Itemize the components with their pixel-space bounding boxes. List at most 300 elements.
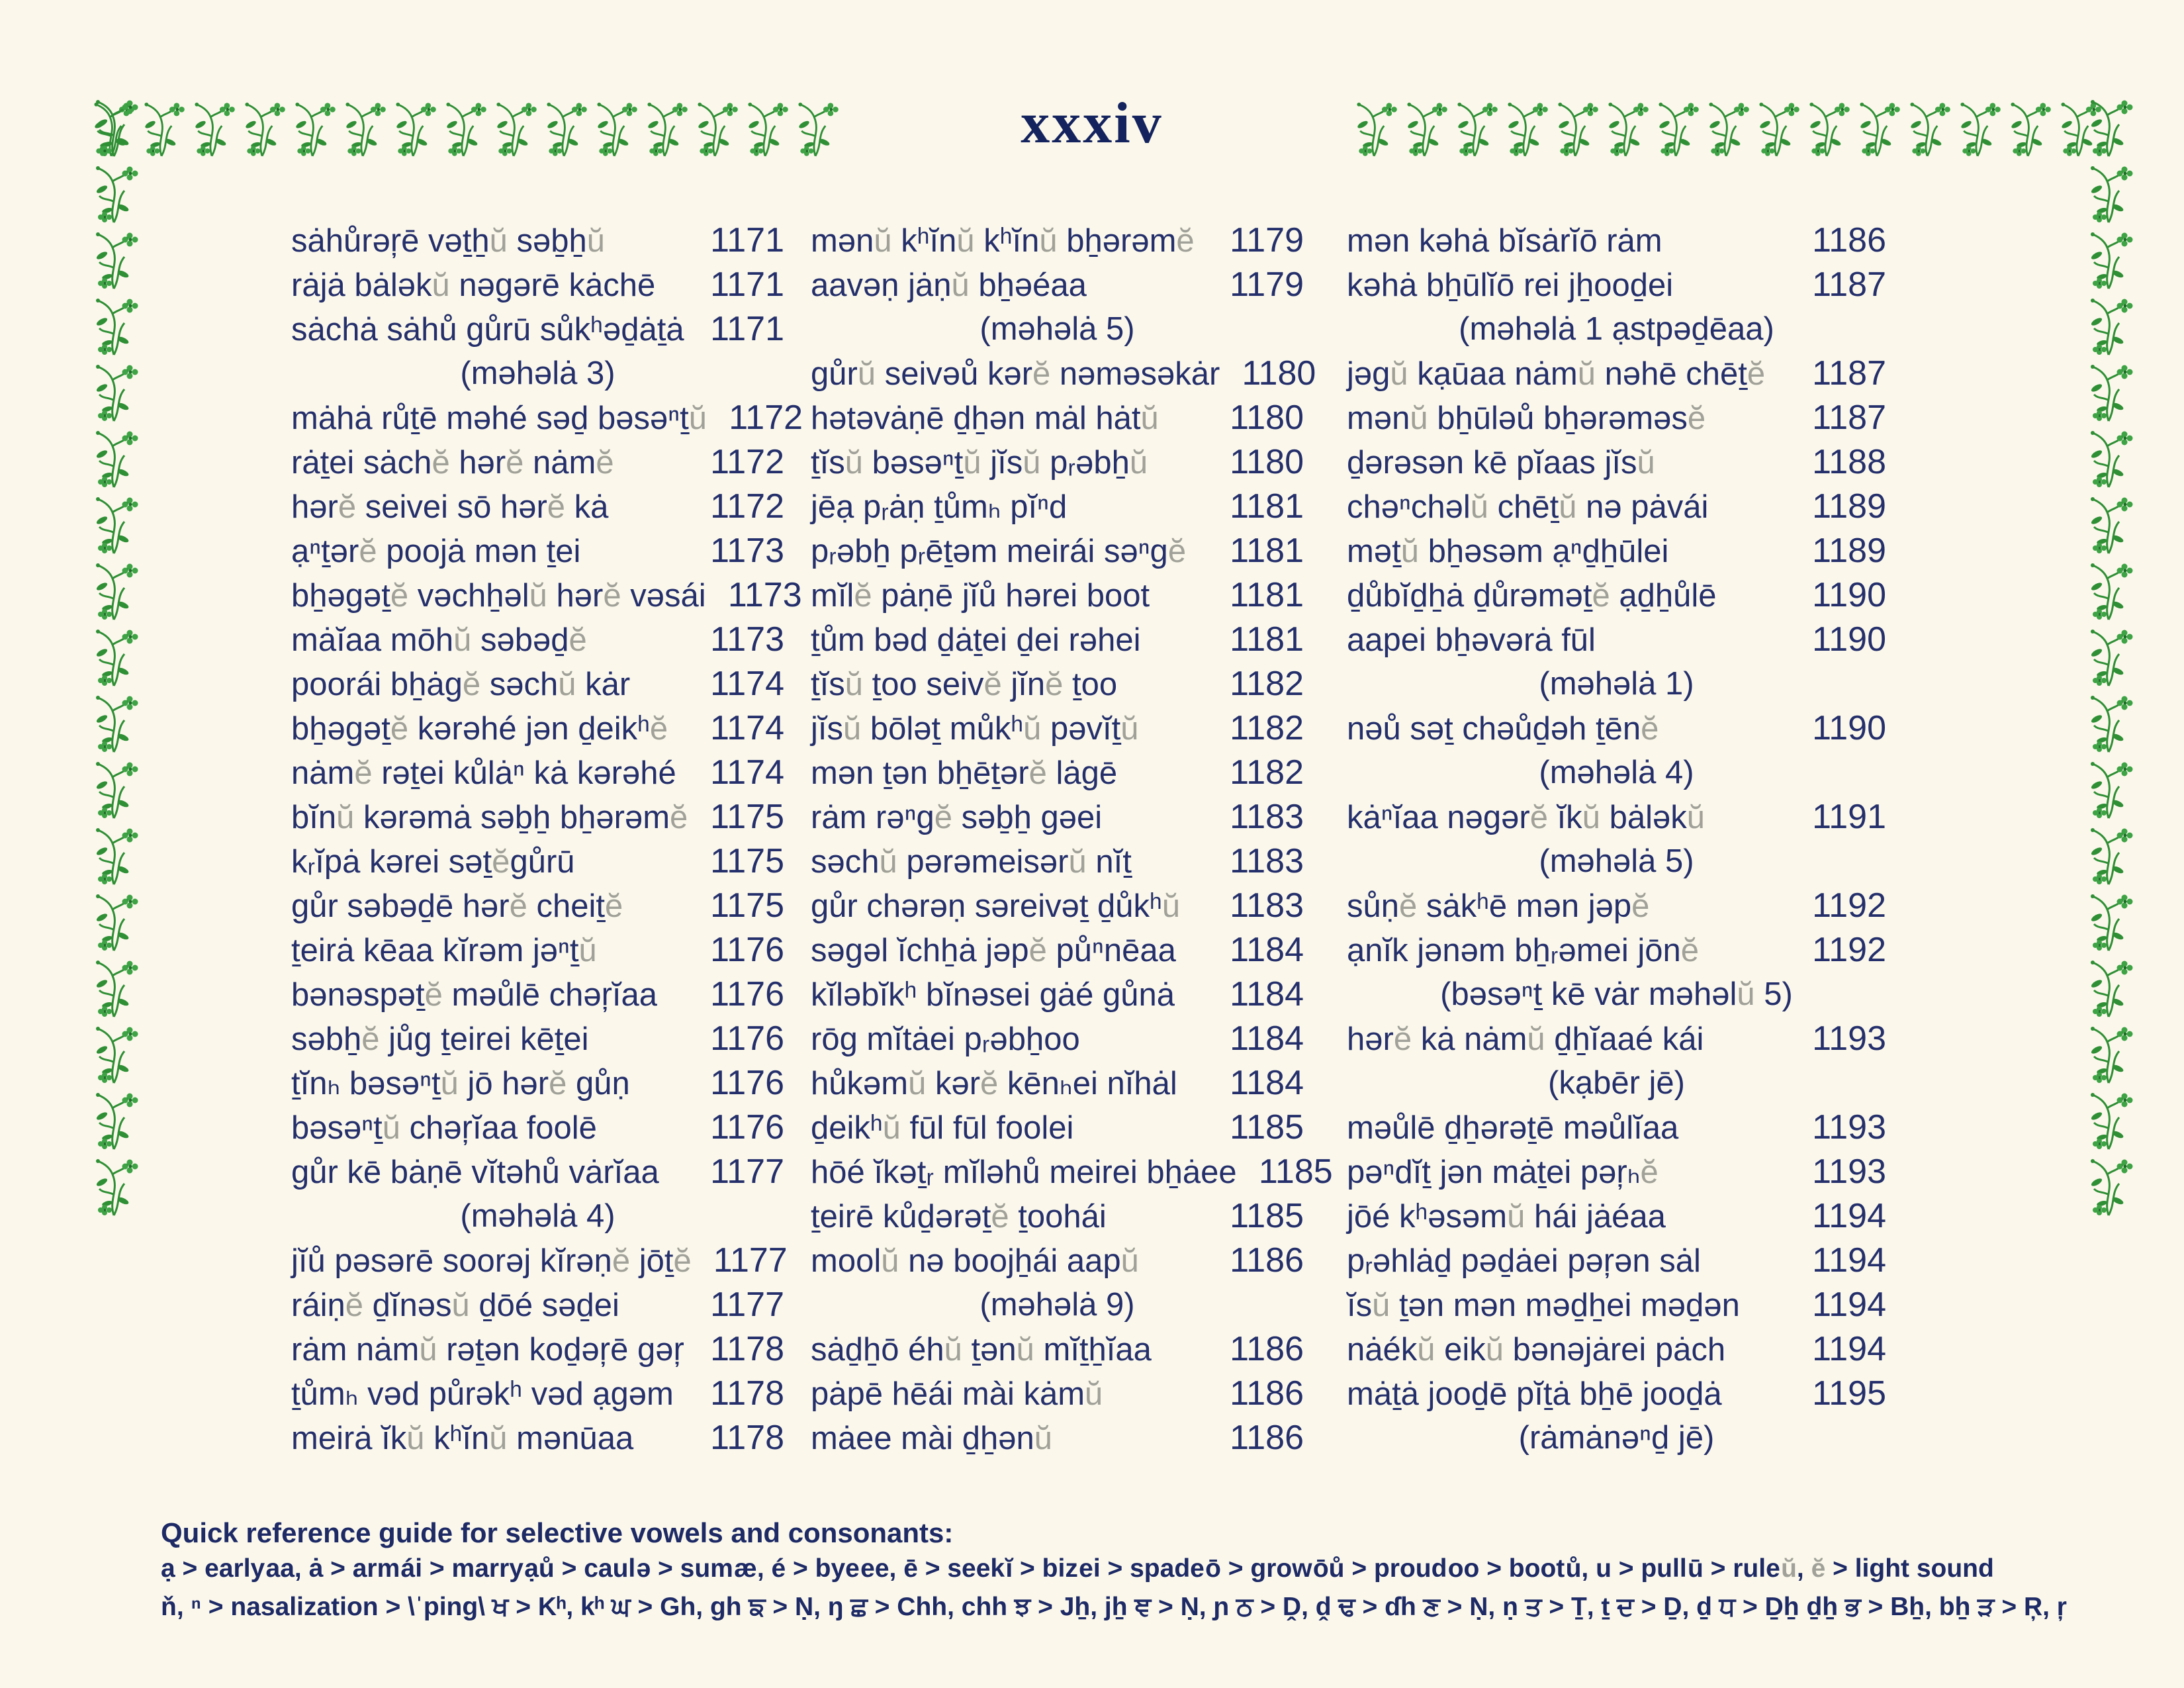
index-entry <box>811 662 1304 706</box>
entry-title: bĭnŭ kərəmȧ səḇẖ bẖərəmĕ <box>291 800 688 835</box>
section-header <box>1347 1416 1886 1460</box>
section-header-label: (məhəlȧ 1 ạstpəḏēaa) <box>1459 311 1774 347</box>
index-entry <box>291 263 784 307</box>
floral-sprig-icon <box>87 1086 143 1152</box>
light-sound-letter: ŭ <box>440 1066 459 1102</box>
index-entry <box>1347 795 1886 839</box>
entry-page-number: 1177 <box>710 1152 784 1191</box>
index-entry <box>1347 440 1886 485</box>
index-entry <box>291 706 784 751</box>
floral-sprig-icon <box>1551 93 1602 162</box>
entry-page-number: 1184 <box>1230 1019 1304 1058</box>
light-sound-letter: ŭ <box>951 267 970 303</box>
light-sound-letter: ŭ <box>1120 1243 1139 1279</box>
index-entry <box>291 1105 784 1150</box>
entry-title: kĭləbĭkʰ bĭnəsei gȧé gůnȧ <box>811 977 1175 1013</box>
entry-title: jōé kʰəsəmŭ hái jȧéaa <box>1347 1199 1666 1235</box>
entry-page-number: 1177 <box>710 1286 784 1324</box>
entry-page-number: 1179 <box>1230 265 1304 304</box>
index-column-1 <box>291 218 803 1460</box>
legend-item: ਭ > Bẖ, bẖ <box>1844 1593 1971 1621</box>
entry-title: mənŭ bẖūləů bẖərəməsĕ <box>1347 400 1706 436</box>
light-sound-letter: ĕ <box>1045 667 1064 702</box>
light-sound-letter: ŭ <box>529 578 547 614</box>
legend-item: ਙ > Ṇ, ŋ <box>749 1593 844 1621</box>
section-header <box>1347 1061 1886 1105</box>
light-sound-letter: ŭ <box>1470 489 1489 525</box>
entry-title: rȧjȧ bȧləkŭ nəgərē kȧchē <box>291 267 656 303</box>
entry-page-number: 1193 <box>1812 1108 1886 1147</box>
index-entry <box>291 884 784 928</box>
page-number-roman: xxxiv <box>1021 91 1163 156</box>
light-sound-letter: ĕ <box>359 534 377 569</box>
entry-page-number: 1184 <box>1230 975 1304 1013</box>
entry-page-number: 1183 <box>1230 798 1304 836</box>
entry-title: sȧchȧ sȧhů gůrū sůkʰəḏȧṯȧ <box>291 312 684 348</box>
entry-title: bẖəgəṯĕ kərəhé jən ḏeikʰĕ <box>291 711 668 747</box>
light-sound-letter: ŭ <box>1417 1332 1435 1368</box>
floral-sprig-icon <box>1501 93 1551 162</box>
entry-page-number: 1181 <box>1230 487 1304 526</box>
floral-sprig-icon <box>87 424 143 490</box>
light-sound-letter: ŭ <box>432 267 450 303</box>
section-header <box>1347 662 1886 706</box>
entry-page-number: 1172 <box>729 399 803 437</box>
light-sound-letter: ŭ <box>586 223 606 259</box>
light-sound-letter: ŭ <box>1161 888 1181 924</box>
light-sound-letter: ĕ <box>506 445 524 481</box>
light-sound-letter: ŭ <box>1068 844 1087 880</box>
legend-item: ਖ > Kʰ, kʰ <box>492 1593 605 1621</box>
light-sound-letter: ĕ <box>983 667 1002 702</box>
light-sound-letter: ĕ <box>424 977 443 1013</box>
legend-item: ੜ > Ŗ, ŗ <box>1978 1593 2067 1621</box>
light-sound-letter: ĕ <box>1529 800 1548 835</box>
floral-sprig-icon <box>87 953 143 1019</box>
index-entry <box>291 1061 784 1105</box>
entry-page-number: 1193 <box>1812 1019 1886 1058</box>
entry-page-number: 1173 <box>710 620 784 659</box>
light-sound-letter: ŭ <box>1129 445 1148 481</box>
floral-sprig-icon <box>1803 93 1853 162</box>
entry-page-number: 1194 <box>1812 1197 1886 1235</box>
floral-sprig-icon <box>87 93 143 159</box>
entry-title: jēạ pᵣȧṇ ṯůmₕ pĭⁿd <box>811 489 1068 525</box>
light-sound-letter: ŭ <box>1023 445 1041 481</box>
legend-item: ee, ē > seek <box>860 1554 1005 1583</box>
light-sound-letter: ŭ <box>1016 1332 1034 1368</box>
light-sound-letter: ĕ <box>1032 356 1051 392</box>
entry-title: pȧpē hēái mài kȧmŭ <box>811 1376 1103 1412</box>
entry-page-number: 1184 <box>1230 931 1304 969</box>
light-sound-letter: ĕ <box>1028 755 1047 791</box>
light-sound-letter: ĕ <box>649 711 668 747</box>
section-header <box>1347 972 1886 1017</box>
floral-sprig-icon <box>1853 93 1903 162</box>
legend-item: ਧ > Ḏẖ ḏẖ <box>1719 1593 1839 1621</box>
index-entry <box>1347 485 1886 529</box>
floral-sprig-icon <box>2082 953 2138 1019</box>
light-sound-letter: ĕ <box>854 578 872 614</box>
floral-sprig-icon <box>2082 424 2138 490</box>
entry-page-number: 1190 <box>1812 709 1886 747</box>
index-entry <box>291 218 784 263</box>
light-sound-letter: ŭ <box>956 223 975 259</box>
index-entry <box>811 1239 1304 1283</box>
index-entry <box>811 1061 1304 1105</box>
entry-page-number: 1180 <box>1230 399 1304 437</box>
index-entry <box>1347 618 1886 662</box>
light-sound-letter: ĕ <box>338 489 357 525</box>
section-header-label: (rȧmȧnəⁿḏ jē) <box>1518 1420 1715 1456</box>
light-sound-letter: ŭ <box>1559 489 1577 525</box>
floral-sprig-icon <box>2082 887 2138 953</box>
floral-sprig-icon <box>87 291 143 357</box>
floral-sprig-icon <box>2082 755 2138 821</box>
light-sound-letter: ŭ <box>1140 400 1159 436</box>
legend-item: ạ > early <box>161 1554 265 1583</box>
legend-item: ਞ > Ṇ, ɲ <box>1134 1593 1230 1621</box>
entry-page-number: 1173 <box>710 532 784 570</box>
light-sound-letter: ĕ <box>1399 888 1418 924</box>
legend-item: æ, é > bye <box>734 1554 860 1583</box>
light-sound-letter: ŭ <box>844 445 863 481</box>
entry-title: meirȧ ĭkŭ kʰĭnŭ mənūaa <box>291 1421 634 1456</box>
entry-page-number: 1187 <box>1812 265 1886 304</box>
legend-item: oo > boot <box>1447 1554 1565 1583</box>
entry-title: ṯeirē kůḏərəṯĕ ṯoohái <box>811 1199 1107 1235</box>
legend-item: ái > marry <box>400 1554 523 1583</box>
index-entry <box>811 706 1304 751</box>
index-entry <box>811 440 1304 485</box>
light-sound-letter: ĕ <box>1631 888 1650 924</box>
legend-item: ਛ > Chh, chh <box>850 1593 1008 1621</box>
entry-title: pəⁿdĭṯ jən mȧṯei pəŗₕĕ <box>1347 1154 1659 1190</box>
legend-item: ō > grow <box>1205 1554 1312 1583</box>
index-column-2 <box>811 218 1333 1460</box>
light-sound-letter: ĕ <box>390 578 409 614</box>
light-sound-letter: ŭ <box>1577 356 1596 392</box>
index-entry <box>291 529 784 573</box>
index-entry <box>811 1372 1304 1416</box>
legend-item: aa, ȧ > arm <box>265 1554 400 1583</box>
entry-title: hətəvȧṇē ḏẖən mȧl hȧtŭ <box>811 400 1159 436</box>
entry-page-number: 1184 <box>1230 1064 1304 1102</box>
section-header-label: (məhəlȧ 1) <box>1539 666 1694 702</box>
entry-title: jĭů pəsərē soorəj kĭrəṇĕ jōṯĕ <box>291 1243 692 1279</box>
light-sound-letter: ŭ <box>419 1332 437 1368</box>
light-sound-letter: ĕ <box>569 622 587 658</box>
entry-title: mȧĭaa mōhŭ səbəḏĕ <box>291 622 587 658</box>
entry-title: bənəspəṯĕ məůlē chəŗĭaa <box>291 977 658 1013</box>
light-sound-letter: ŭ <box>1637 445 1655 481</box>
index-entry <box>811 1194 1304 1239</box>
floral-border-top-right <box>1350 93 2110 162</box>
entry-page-number: 1180 <box>1230 443 1304 481</box>
light-sound-letter: ĕ <box>1167 534 1187 569</box>
entry-title: hōé ĭkəṯᵣ mĭləhů meirei bẖȧee <box>811 1154 1237 1190</box>
entry-title: səgəl ĭchẖȧ jəpĕ půⁿnēaa <box>811 933 1176 968</box>
light-sound-letter: ŭ <box>489 1421 508 1456</box>
floral-sprig-icon <box>87 1019 143 1086</box>
entry-page-number: 1172 <box>710 487 784 526</box>
light-sound-letter: ĕ <box>1641 711 1659 747</box>
index-entry <box>811 1017 1304 1061</box>
entry-title: ạⁿṯərĕ poojȧ mən ṯei <box>291 534 581 569</box>
light-sound-letter: ŭ <box>1085 1376 1103 1412</box>
index-entry <box>291 307 784 352</box>
index-entry <box>291 396 803 440</box>
index-entry <box>291 440 784 485</box>
index-entry <box>291 618 784 662</box>
index-entry <box>811 352 1316 396</box>
entry-page-number: 1171 <box>710 265 784 304</box>
entry-page-number: 1182 <box>1230 709 1304 747</box>
entry-title: jĭsŭ bōləṯ můkʰŭ pəvĭṯŭ <box>811 711 1139 747</box>
light-sound-letter: ŭ <box>1400 534 1419 569</box>
light-sound-letter: ŭ <box>1582 800 1600 835</box>
index-entry <box>1347 529 1886 573</box>
light-sound-letter: ŭ <box>406 1421 425 1456</box>
legend-item: ਠ > Ḓ, ḓ <box>1236 1593 1332 1621</box>
entry-title: gůr kē bȧṇē vĭtəhů vȧrĭaa <box>291 1154 659 1190</box>
light-sound-letter: ŭ <box>688 400 707 436</box>
light-sound-letter: ĕ <box>612 1243 631 1279</box>
floral-sprig-icon <box>87 556 143 622</box>
entry-page-number: 1186 <box>1812 221 1886 259</box>
legend-vowels-line <box>161 1554 1994 1583</box>
entry-page-number: 1171 <box>710 310 784 348</box>
floral-sprig-icon <box>87 688 143 755</box>
entry-title: sȧhůrəŗē vəṯẖŭ səḇẖŭ <box>291 223 606 259</box>
light-sound-letter: ŭ <box>578 933 597 968</box>
light-sound-letter: ŭ <box>1372 1288 1390 1323</box>
entry-page-number: 1183 <box>1230 886 1304 925</box>
light-sound-letter: ŭ <box>1485 1332 1504 1368</box>
floral-sprig-icon <box>87 622 143 688</box>
section-header-label: (məhəlȧ 4) <box>1539 755 1694 790</box>
legend-item: ə > sum <box>636 1554 733 1583</box>
floral-sprig-icon <box>2082 291 2138 357</box>
light-sound-letter: ŭ <box>1737 976 1755 1012</box>
entry-title: moolŭ nə boojẖái aapŭ <box>811 1243 1139 1279</box>
entry-title: hərĕ kȧ nȧmŭ ḏẖĭaaé kái <box>1347 1021 1704 1057</box>
floral-sprig-icon <box>87 755 143 821</box>
index-entry <box>811 972 1304 1017</box>
legend-item: ਢ > ɗh <box>1338 1593 1416 1621</box>
floral-sprig-icon <box>2082 556 2138 622</box>
entry-page-number: 1174 <box>710 665 784 703</box>
index-entry <box>291 1372 784 1416</box>
entry-title: nȧmĕ rəṯei kůlȧⁿ kȧ kərəhé <box>291 755 676 791</box>
entry-title: jəgŭ kạūaa nȧmŭ nəhē chēṯĕ <box>1347 356 1766 392</box>
index-entry <box>1347 706 1886 751</box>
light-sound-letter: ĕ <box>596 445 614 481</box>
light-sound-letter: ĕ <box>673 1243 692 1279</box>
entry-page-number: 1178 <box>710 1419 784 1457</box>
floral-sprig-icon <box>87 490 143 556</box>
index-entry <box>1347 928 1886 972</box>
index-entry <box>291 1283 784 1327</box>
entry-page-number: 1181 <box>1230 532 1304 570</box>
floral-sprig-icon <box>2082 688 2138 755</box>
index-entry <box>291 662 784 706</box>
light-sound-letter: ŭ <box>879 844 897 880</box>
floral-sprig-icon <box>2082 357 2138 424</box>
entry-page-number: 1190 <box>1812 620 1886 659</box>
floral-sprig-icon <box>87 225 143 291</box>
entry-title: mȧhȧ růṯē məhé səḏ bəsəⁿṯŭ <box>291 400 707 436</box>
index-entry <box>1347 218 1886 263</box>
entry-page-number: 1188 <box>1812 443 1886 481</box>
entry-title: bəsəⁿṯŭ chəŗĭaa foolē <box>291 1110 597 1146</box>
index-entry <box>1347 1017 1886 1061</box>
entry-page-number: 1174 <box>710 709 784 747</box>
floral-sprig-icon <box>2082 1086 2138 1152</box>
light-sound-letter: ĕ <box>1811 1554 1826 1583</box>
entry-title: mȧṯȧ jooḏē pĭṯȧ bẖē jooḏȧ <box>1347 1376 1722 1412</box>
light-sound-letter: ĕ <box>1687 400 1706 436</box>
light-sound-letter: ĕ <box>492 844 510 880</box>
entry-title: ṯĭnₕ bəsəⁿṯŭ jō hərĕ gůṇ <box>291 1066 630 1102</box>
section-header-label: (kạbēr jē) <box>1548 1065 1685 1101</box>
light-sound-letter: ĕ <box>361 1021 380 1057</box>
index-entry <box>811 1150 1333 1194</box>
entry-title: gůr chərəṇ səreivəṯ ḏůkʰŭ <box>811 888 1181 924</box>
floral-sprig-icon <box>87 821 143 887</box>
floral-sprig-icon <box>2082 622 2138 688</box>
legend-item: ōů > proud <box>1312 1554 1447 1583</box>
entry-page-number: 1186 <box>1230 1241 1304 1280</box>
index-entry <box>1347 1150 1886 1194</box>
light-sound-letter: ŭ <box>336 800 355 835</box>
entry-page-number: 1176 <box>710 1108 784 1147</box>
entry-title: ṯĭsŭ ṯoo seivĕ jĭnĕ ṯoo <box>811 667 1118 702</box>
floral-sprig-icon <box>1652 93 1702 162</box>
light-sound-letter: ĕ <box>934 800 952 835</box>
index-entry <box>1347 263 1886 307</box>
floral-sprig-icon <box>2082 821 2138 887</box>
light-sound-letter: ŭ <box>1686 800 1705 835</box>
entry-page-number: 1173 <box>727 576 802 614</box>
entry-title: rȧm rəⁿgĕ səḇẖ gəei <box>811 800 1103 835</box>
light-sound-letter: ŭ <box>558 667 576 702</box>
entry-title: aavəṇ jȧṇŭ bẖəéaa <box>811 267 1087 303</box>
light-sound-letter: ŭ <box>489 223 508 259</box>
section-header <box>1347 751 1886 795</box>
section-header <box>1347 839 1886 884</box>
legend-item: ū > rule <box>1687 1554 1780 1583</box>
legend-heading: Quick reference guide for selective vowels and consonants: <box>161 1517 954 1548</box>
entry-title: pᵣəhlȧḏ pəḏȧei pəŗən sȧl <box>1347 1243 1701 1279</box>
entry-title: səbẖĕ jůg ṯeirei kēṯei <box>291 1021 589 1057</box>
entry-page-number: 1172 <box>710 443 784 481</box>
floral-sprig-icon <box>2082 225 2138 291</box>
entry-page-number: 1186 <box>1230 1330 1304 1368</box>
light-sound-letter: ĕ <box>670 800 688 835</box>
entry-page-number: 1179 <box>1230 221 1304 259</box>
legend-item: ਣ > Ṇ, ṇ <box>1423 1593 1518 1621</box>
index-entry <box>291 573 802 618</box>
index-column-3 <box>1347 218 1886 1460</box>
index-entry <box>1347 1239 1886 1283</box>
entry-page-number: 1182 <box>1230 753 1304 792</box>
floral-sprig-icon <box>1451 93 1501 162</box>
legend-item: ạů > caul <box>524 1554 636 1583</box>
entry-title: poorái bẖȧgĕ səchŭ kȧr <box>291 667 631 702</box>
light-sound-letter: ŭ <box>1120 711 1139 747</box>
floral-sprig-icon <box>1903 93 1954 162</box>
section-header <box>1347 307 1886 352</box>
light-sound-letter: ŭ <box>844 667 863 702</box>
entry-title: pᵣəbẖ pᵣēṯəm meirái səⁿgĕ <box>811 534 1187 569</box>
entry-title: kȧⁿĭaa nəgərĕ ĭkŭ bȧləkŭ <box>1347 800 1705 835</box>
legend-item: ਤ > Ṯ, ṯ <box>1525 1593 1610 1621</box>
floral-border-left <box>87 93 143 1218</box>
entry-page-number: 1185 <box>1258 1152 1333 1191</box>
entry-title: chəⁿchəlŭ chēṯŭ nə pȧvái <box>1347 489 1709 525</box>
light-sound-letter: ĕ <box>603 578 621 614</box>
light-sound-letter: ŭ <box>882 1110 901 1146</box>
index-entry <box>1347 1283 1886 1327</box>
entry-page-number: 1175 <box>710 842 784 880</box>
section-header <box>291 352 784 396</box>
light-sound-letter: ŭ <box>1507 1199 1525 1235</box>
entry-title: ṯĭsŭ bəsəⁿṯŭ jĭsŭ pᵣəbẖŭ <box>811 445 1148 481</box>
light-sound-letter: ĕ <box>345 1288 363 1323</box>
entry-page-number: 1193 <box>1812 1152 1886 1191</box>
floral-sprig-icon <box>87 887 143 953</box>
legend-item: ਦ > Ḏ, ḏ <box>1617 1593 1712 1621</box>
index-entry <box>291 972 784 1017</box>
entry-title: ráiṇĕ ḏĭnəsŭ ḏōé səḏei <box>291 1288 619 1323</box>
index-entry <box>811 263 1304 307</box>
entry-page-number: 1178 <box>710 1330 784 1368</box>
entry-page-number: 1190 <box>1812 576 1886 614</box>
index-entry <box>811 218 1304 263</box>
entry-title: gůrŭ seivəů kərĕ nəməsəkȧr <box>811 356 1220 392</box>
index-entry <box>811 1327 1304 1372</box>
index-entry <box>811 884 1304 928</box>
light-sound-letter: ŭ <box>453 622 472 658</box>
entry-title: gůr səbəḏē hərĕ cheiṯĕ <box>291 888 623 924</box>
entry-page-number: 1175 <box>710 886 784 925</box>
light-sound-letter: ŭ <box>843 711 862 747</box>
entry-title: sůṇĕ sȧkʰē mən jəpĕ <box>1347 888 1650 924</box>
index-entry <box>291 795 784 839</box>
index-entry <box>811 573 1304 618</box>
entry-title: ḏeikʰŭ fūl fūl foolei <box>811 1110 1074 1146</box>
light-sound-letter: ĕ <box>1592 578 1610 614</box>
floral-sprig-icon <box>2082 1152 2138 1218</box>
light-sound-letter: ĕ <box>1028 933 1047 968</box>
entry-title: ṯům bəd ḏȧṯei ḏei rəhei <box>811 622 1141 658</box>
light-sound-letter: ĕ <box>1640 1154 1659 1190</box>
light-sound-letter: ŭ <box>908 1066 927 1102</box>
index-entry <box>811 396 1304 440</box>
index-entry <box>811 485 1304 529</box>
floral-sprig-icon <box>1702 93 1752 162</box>
light-sound-letter: ŭ <box>1039 223 1058 259</box>
entry-title: ṯůmₕ vəd půrəkʰ vəd ạgəm <box>291 1376 674 1412</box>
entry-page-number: 1192 <box>1812 886 1886 925</box>
light-sound-letter: ŭ <box>1034 1421 1053 1456</box>
index-entry <box>291 928 784 972</box>
index-entry <box>811 751 1304 795</box>
entry-page-number: 1186 <box>1230 1419 1304 1457</box>
entry-page-number: 1183 <box>1230 842 1304 880</box>
entry-page-number: 1194 <box>1812 1286 1886 1324</box>
